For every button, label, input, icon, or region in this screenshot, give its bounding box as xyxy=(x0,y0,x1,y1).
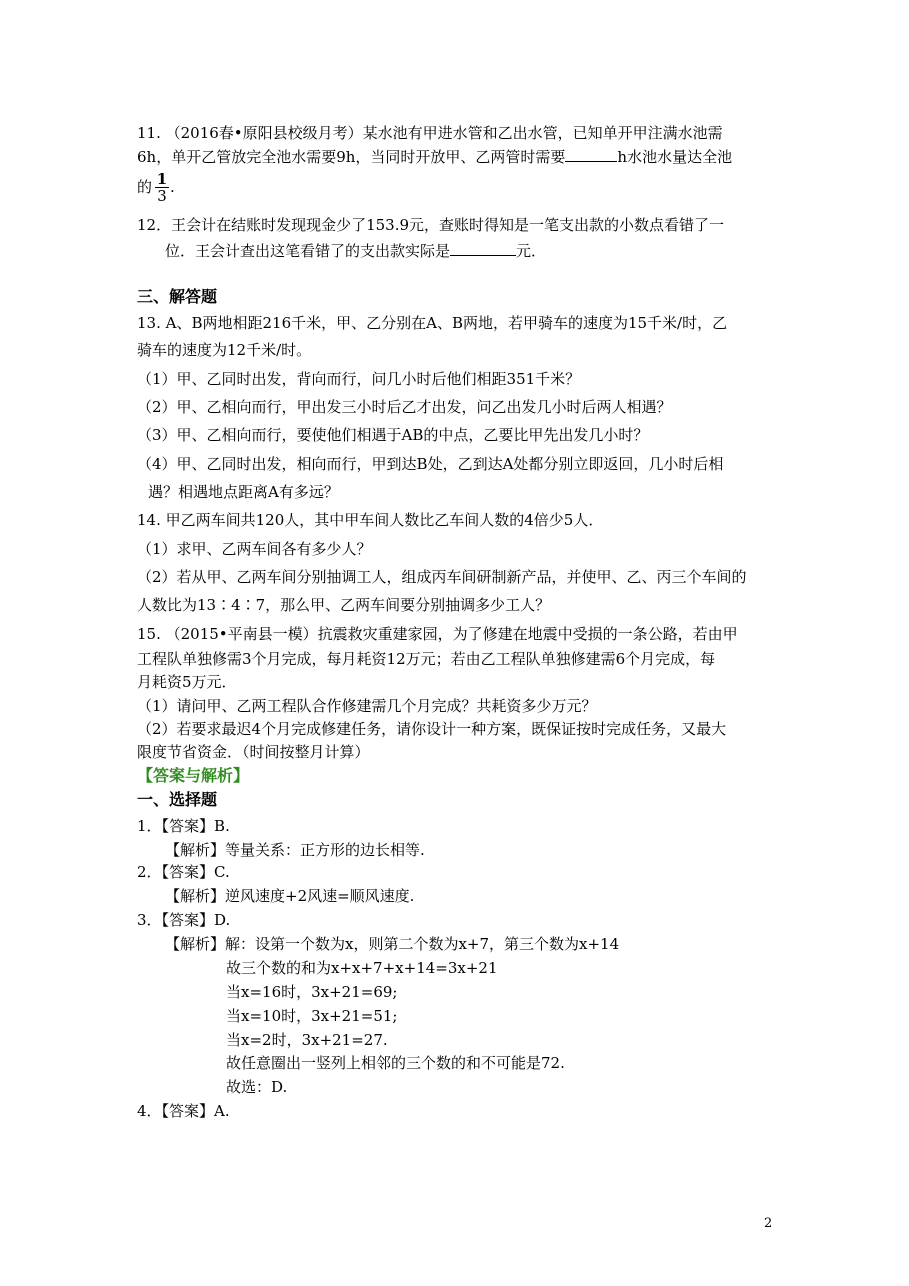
analysis-3-step-6: 故选：D. xyxy=(226,1078,288,1096)
analysis-3-step-2: 当x=16时，3x+21=69; xyxy=(226,983,398,1001)
q14-part-2-line-1: （2）若从甲、乙两车间分别抽调工人，组成丙车间研制新产品，并使甲、乙、丙三个车间的 xyxy=(137,568,747,586)
q15-line-2: 工程队单独修需3个月完成，每月耗资12万元；若由乙工程队单独修建需6个月完成，每 xyxy=(137,650,716,668)
q11-line-2-tail: h水池水量达全池 xyxy=(617,148,733,166)
analysis-2: 【解析】逆风速度+2风速=顺风速度. xyxy=(165,887,415,905)
fraction-numerator: 1 xyxy=(156,170,168,188)
page-number: 2 xyxy=(764,1216,773,1231)
analysis-3: 【解析】解：设第一个数为x，则第二个数为x+7，第三个数为x+14 xyxy=(165,935,620,953)
q13-part-4-line-2: 遇？相遇地点距离A有多远？ xyxy=(148,483,339,501)
fraction-denominator: 3 xyxy=(157,187,167,205)
answers-heading: 【答案与解析】 xyxy=(137,766,250,785)
analysis-3-step-1: 故三个数的和为x+x+7+x+14=3x+21 xyxy=(226,959,498,977)
q14-line-1: 14. 甲乙两车间共120人，其中甲车间人数比乙车间人数的4倍少5人． xyxy=(137,511,604,529)
q14-part-2-line-2: 人数比为13∶4∶7，那么甲、乙两车间要分别抽调多少工人？ xyxy=(137,596,551,614)
q12-answer-blank xyxy=(450,241,516,256)
q12-line-2-tail: 元． xyxy=(516,242,547,260)
q12-line-2 xyxy=(165,241,546,260)
q11-line-3-prefix: 的 xyxy=(137,178,153,196)
q14-part-1: （1）求甲、乙两车间各有多少人？ xyxy=(137,540,372,558)
q13-part-4-line-1: （4）甲、乙同时出发，相向而行，甲到达B处，乙到达A处都分别立即返回，几小时后相 xyxy=(137,455,724,473)
analysis-1: 【解析】等量关系：正方形的边长相等. xyxy=(165,841,425,859)
analysis-3-step-4: 当x=2时，3x+21=27. xyxy=(226,1031,388,1049)
q13-part-1: （1）甲、乙同时出发，背向而行，问几小时后他们相距351千米？ xyxy=(137,370,581,388)
q15-part-2-line-2: 限度节省资金．（时间按整月计算） xyxy=(137,743,370,761)
q11-line-1: 11. （2016春•原阳县校级月考）某水池有甲进水管和乙出水管，已知单开甲注满水池需 xyxy=(137,124,723,142)
q13-line-1: 13. A、B两地相距216千米，甲、乙分别在A、B两地，若甲骑车的速度为15千米/时，乙 xyxy=(137,314,728,332)
fraction-one-third xyxy=(155,171,169,204)
answer-3: 3．【答案】D. xyxy=(137,911,231,929)
q13-part-2: （2）甲、乙相向而行，甲出发三小时后乙才出发，问乙出发几小时后两人相遇？ xyxy=(137,398,672,416)
answer-4: 4．【答案】A. xyxy=(137,1102,230,1120)
q15-line-3: 月耗资5万元． xyxy=(137,673,237,691)
q15-part-2-line-1: （2）若要求最迟4个月完成修建任务，请你设计一种方案，既保证按时完成任务，又最大 xyxy=(137,720,727,738)
q12-line-2-text: 位．王会计查出这笔看错了的支出款实际是 xyxy=(165,242,451,260)
answer-2: 2．【答案】C. xyxy=(137,863,230,881)
q15-line-1: 15. （2015•平南县一模）抗震救灾重建家园，为了修建在地震中受损的一条公路，若由甲 xyxy=(137,625,738,643)
q13-part-3: （3）甲、乙相向而行，要使他们相遇于AB的中点，乙要比甲先出发几小时？ xyxy=(137,426,649,444)
section-one-title: 一、选择题 xyxy=(137,790,218,809)
q11-answer-blank xyxy=(565,147,617,162)
section-three-title: 三、解答题 xyxy=(137,287,218,306)
analysis-3-step-5: 故任意圈出一竖列上相邻的三个数的和不可能是72. xyxy=(226,1054,565,1072)
analysis-3-step-3: 当x=10时，3x+21=51; xyxy=(226,1007,398,1025)
q11-line-2 xyxy=(137,147,732,166)
q13-line-2: 骑车的速度为12千米/时。 xyxy=(137,341,312,359)
q11-line-2-text: 6h，单开乙管放完全池水需要9h，当同时开放甲、乙两管时需要 xyxy=(137,148,566,166)
q15-part-1: （1）请问甲、乙两工程队合作修建需几个月完成？共耗资多少万元？ xyxy=(137,697,597,715)
answer-1: 1．【答案】B. xyxy=(137,817,230,835)
q12-line-1: 12．王会计在结账时发现现金少了153.9元，查账时得知是一笔支出款的小数点看错了一 xyxy=(137,216,725,234)
q11-line-3-period: . xyxy=(170,178,175,196)
